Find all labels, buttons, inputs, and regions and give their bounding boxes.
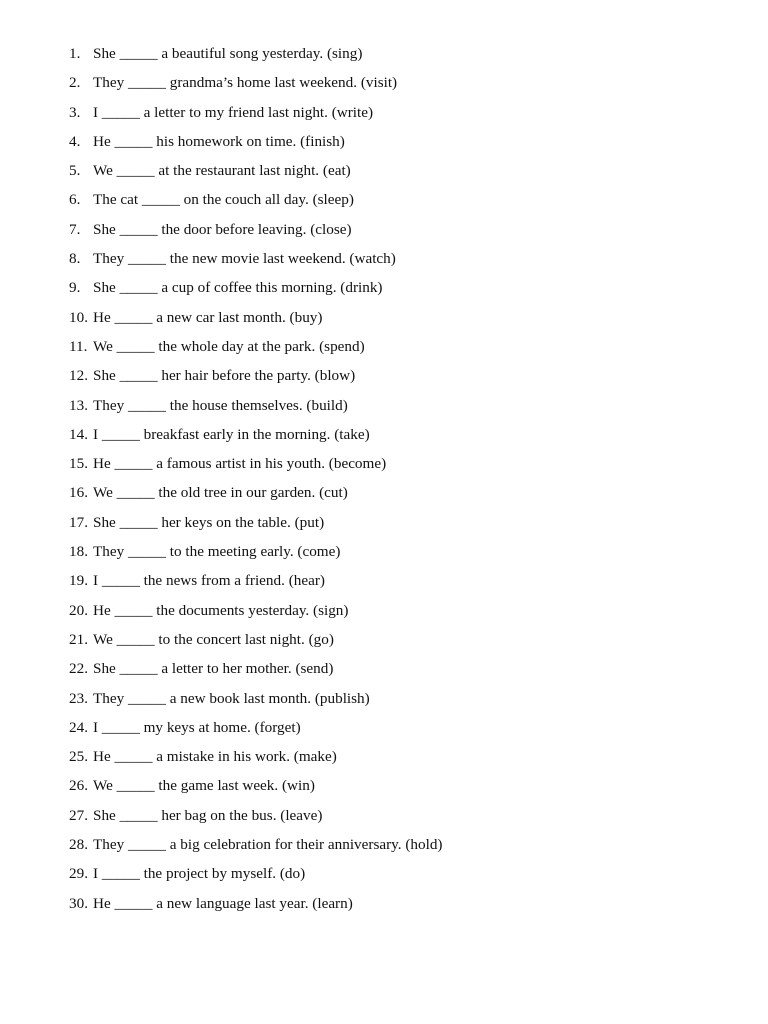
- exercise-item: [69, 771, 442, 800]
- item-sentence: He _____ a new language last year. (learn): [93, 894, 353, 912]
- item-number: 10.: [69, 308, 88, 326]
- exercise-item: [69, 801, 442, 830]
- exercise-item: [69, 684, 442, 713]
- exercise-item: [69, 859, 442, 888]
- item-number: 3.: [69, 103, 81, 121]
- item-number: 4.: [69, 132, 81, 150]
- item-sentence: They _____ the house themselves. (build): [93, 396, 348, 414]
- exercise-item: [69, 625, 442, 654]
- item-number: 29.: [69, 865, 88, 883]
- item-number: 13.: [69, 396, 88, 414]
- item-sentence: He _____ a new car last month. (buy): [93, 308, 323, 326]
- item-number: 1.: [69, 45, 81, 62]
- item-sentence: He _____ his homework on time. (finish): [93, 132, 345, 150]
- item-number: 20.: [69, 601, 88, 619]
- item-number: 5.: [69, 162, 81, 180]
- item-sentence: I _____ breakfast early in the morning. (take): [93, 425, 370, 443]
- exercise-item: [69, 98, 442, 127]
- exercise-item: [69, 508, 442, 537]
- item-number: 8.: [69, 250, 81, 268]
- item-sentence: We _____ the whole day at the park. (spend): [93, 337, 365, 355]
- item-number: 7.: [69, 220, 81, 238]
- item-number: 26.: [69, 777, 88, 795]
- item-number: 15.: [69, 455, 88, 473]
- item-sentence: She _____ her hair before the party. (blow): [93, 367, 356, 385]
- exercise-item: [69, 361, 442, 390]
- exercise-item: [69, 566, 442, 595]
- item-sentence: They _____ a big celebration for their anniversary. (hold): [93, 836, 443, 854]
- item-sentence: I _____ the project by myself. (do): [93, 865, 306, 883]
- exercise-list: [69, 39, 442, 918]
- item-sentence: We _____ the old tree in our garden. (cut): [93, 484, 348, 502]
- exercise-item: [69, 420, 442, 449]
- exercise-item: [69, 244, 442, 273]
- item-number: 17.: [69, 513, 88, 531]
- item-sentence: He _____ a famous artist in his youth. (become): [93, 455, 387, 473]
- item-sentence: I _____ the news from a friend. (hear): [93, 572, 325, 590]
- item-sentence: I _____ my keys at home. (forget): [93, 718, 301, 736]
- exercise-item: [69, 449, 442, 478]
- item-number: 9.: [69, 279, 81, 297]
- exercise-item: [69, 742, 442, 771]
- exercise-item: [69, 68, 442, 97]
- exercise-item: [69, 303, 442, 332]
- item-number: 30.: [69, 894, 88, 912]
- item-sentence: They _____ to the meeting early. (come): [93, 543, 341, 561]
- exercise-item: [69, 889, 442, 918]
- item-sentence: We _____ at the restaurant last night. (eat): [93, 162, 351, 180]
- item-number: 14.: [69, 425, 88, 443]
- item-sentence: They _____ grandma’s home last weekend. (visit): [93, 74, 398, 92]
- item-number: 23.: [69, 689, 88, 707]
- item-sentence: They _____ a new book last month. (publish): [93, 689, 370, 707]
- exercise-item: [69, 713, 442, 742]
- item-number: 18.: [69, 543, 88, 561]
- item-sentence: I _____ a letter to my friend last night. (write): [93, 103, 374, 121]
- item-sentence: He _____ a mistake in his work. (make): [93, 748, 337, 766]
- item-sentence: The cat _____ on the couch all day. (sleep): [93, 191, 354, 209]
- item-sentence: She _____ a letter to her mother. (send): [93, 660, 334, 678]
- item-number: 2.: [69, 74, 81, 92]
- item-number: 28.: [69, 836, 88, 854]
- item-number: 11.: [69, 337, 88, 355]
- item-sentence: She _____ the door before leaving. (close): [93, 220, 352, 238]
- item-sentence: She _____ a beautiful song yesterday. (sing): [93, 45, 363, 62]
- item-sentence: They _____ the new movie last weekend. (watch): [93, 250, 396, 268]
- exercise-item: [69, 156, 442, 185]
- item-sentence: She _____ a cup of coffee this morning. (drink): [93, 279, 383, 297]
- exercise-item: [69, 332, 442, 361]
- exercise-item: [69, 185, 442, 214]
- item-sentence: She _____ her keys on the table. (put): [93, 513, 325, 531]
- item-number: 16.: [69, 484, 88, 502]
- item-sentence: He _____ the documents yesterday. (sign): [93, 601, 349, 619]
- item-sentence: We _____ to the concert last night. (go): [93, 630, 334, 648]
- exercise-item: [69, 830, 442, 859]
- item-number: 24.: [69, 718, 88, 736]
- exercise-item: [69, 478, 442, 507]
- exercise-item: [69, 654, 442, 683]
- item-number: 12.: [69, 367, 88, 385]
- exercise-item: [69, 537, 442, 566]
- exercise-item: [69, 273, 442, 302]
- item-number: 21.: [69, 630, 88, 648]
- item-number: 22.: [69, 660, 88, 678]
- exercise-item: [69, 127, 442, 156]
- item-sentence: We _____ the game last week. (win): [93, 777, 315, 795]
- exercise-item: [69, 596, 442, 625]
- item-sentence: She _____ her bag on the bus. (leave): [93, 806, 323, 824]
- exercise-item: [69, 391, 442, 420]
- item-number: 25.: [69, 748, 88, 766]
- item-number: 27.: [69, 806, 88, 824]
- exercise-item: [69, 215, 442, 244]
- item-number: 6.: [69, 191, 81, 209]
- exercise-item: [69, 39, 442, 68]
- item-number: 19.: [69, 572, 88, 590]
